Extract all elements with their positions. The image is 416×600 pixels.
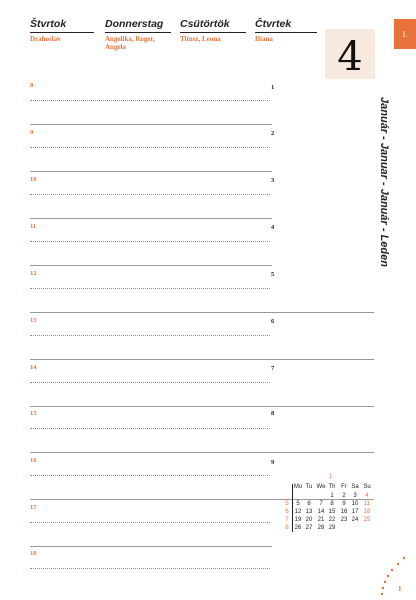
calendar-day[interactable]: 16	[340, 509, 348, 515]
calendar-day[interactable]: 14	[317, 509, 325, 515]
hour-dotted-line	[30, 100, 270, 101]
hour-label: 17	[30, 504, 37, 511]
calendar-day[interactable]: 7	[319, 501, 323, 507]
nameday-hu: Titusz, Leona	[180, 35, 221, 43]
task-number: 1	[271, 84, 275, 91]
hour-label: 15	[30, 410, 37, 417]
task-number: 7	[271, 365, 275, 372]
calendar-day[interactable]: 23	[340, 517, 348, 523]
hour-divider	[30, 359, 374, 360]
task-number: 4	[271, 224, 275, 231]
day-underline	[255, 32, 317, 33]
nameday-sk: Drahoslav	[30, 35, 61, 43]
mini-calendar-weekdays	[283, 484, 375, 492]
task-number: 3	[271, 177, 275, 184]
hour-label: 8	[30, 82, 34, 89]
calendar-day[interactable]: 28	[317, 525, 325, 531]
month-tab[interactable]: I.	[394, 19, 416, 49]
calendar-day[interactable]: 10	[351, 501, 359, 507]
hour-dotted-line	[30, 522, 270, 523]
calendar-day[interactable]: 6	[307, 501, 311, 507]
hour-label: 11	[30, 223, 37, 230]
hour-divider	[30, 171, 272, 172]
hour-divider	[30, 218, 272, 219]
task-number: 8	[271, 410, 275, 417]
nameday-de: Angelika, Roger, Angela	[105, 35, 155, 51]
day-name-sk: Štvrtok	[30, 18, 67, 30]
task-number: 9	[271, 459, 275, 466]
weekday-label: Fr	[341, 484, 347, 490]
hour-dotted-line	[30, 568, 270, 569]
hour-divider	[30, 265, 272, 266]
hour-dotted-line	[30, 288, 270, 289]
week-number: 8	[285, 525, 289, 531]
calendar-day[interactable]: 13	[305, 509, 313, 515]
hour-label: 13	[30, 317, 37, 324]
hour-label: 10	[30, 176, 37, 183]
hour-label: 16	[30, 457, 37, 464]
day-name-cz: Čtvrtek	[255, 18, 292, 30]
calendar-day[interactable]: 9	[342, 501, 346, 507]
date-box	[325, 29, 375, 79]
corner-dots-decoration	[378, 556, 416, 600]
mini-calendar-week	[283, 509, 375, 517]
calendar-day[interactable]: 21	[317, 517, 325, 523]
calendar-day[interactable]: 24	[351, 517, 359, 523]
mini-calendar-month: 1	[329, 474, 333, 480]
weekday-label: Sa	[351, 484, 359, 490]
hour-label: 12	[30, 270, 37, 277]
calendar-day[interactable]: 15	[328, 509, 336, 515]
hour-dotted-line	[30, 428, 270, 429]
mini-calendar-week	[283, 525, 375, 533]
day-name-de: Donnerstag	[105, 18, 164, 30]
task-number: 2	[271, 130, 275, 137]
calendar-day[interactable]: 17	[351, 509, 359, 515]
weekday-label: Tu	[305, 484, 313, 490]
hour-divider	[30, 406, 374, 407]
task-number: 6	[271, 318, 275, 325]
hour-label: 14	[30, 364, 37, 371]
day-name-hu: Csütörtök	[180, 18, 230, 30]
calendar-day[interactable]: 2	[342, 493, 346, 499]
calendar-day[interactable]: 1	[330, 493, 334, 499]
calendar-day[interactable]: 11	[363, 501, 371, 507]
mini-calendar-week	[283, 493, 375, 501]
hour-divider	[30, 546, 272, 547]
weekday-label: We	[316, 484, 326, 490]
calendar-day[interactable]: 25	[363, 517, 371, 523]
task-number: 5	[271, 271, 275, 278]
weekday-label: Th	[328, 484, 336, 490]
weekday-label: Mo	[293, 484, 303, 490]
month-strip-label: Január - Januar - Január - Leden	[378, 97, 390, 267]
mini-calendar-week	[283, 501, 375, 509]
calendar-day[interactable]: 4	[365, 493, 369, 499]
week-number: 6	[285, 509, 289, 515]
weekday-label: Su	[363, 484, 371, 490]
calendar-day[interactable]: 22	[328, 517, 336, 523]
hour-label: 18	[30, 550, 37, 557]
day-underline	[180, 32, 246, 33]
hour-dotted-line	[30, 147, 270, 148]
calendar-day[interactable]: 18	[363, 509, 371, 515]
calendar-day[interactable]: 26	[294, 525, 302, 531]
calendar-day[interactable]: 20	[305, 517, 313, 523]
calendar-day[interactable]: 19	[294, 517, 302, 523]
calendar-day[interactable]: 27	[305, 525, 313, 531]
calendar-day[interactable]: 5	[296, 501, 300, 507]
month-strip	[374, 82, 394, 282]
hour-divider	[30, 312, 374, 313]
calendar-day[interactable]: 29	[328, 525, 336, 531]
calendar-day[interactable]: 3	[353, 493, 357, 499]
hour-divider	[30, 124, 272, 125]
day-underline	[105, 32, 171, 33]
hour-dotted-line	[30, 241, 270, 242]
hour-dotted-line	[30, 335, 270, 336]
hour-dotted-line	[30, 194, 270, 195]
hour-dotted-line	[30, 382, 270, 383]
mini-calendar-week	[283, 517, 375, 525]
day-underline	[30, 32, 94, 33]
calendar-day[interactable]: 8	[330, 501, 334, 507]
hour-divider	[30, 452, 374, 453]
week-number: 7	[285, 517, 289, 523]
date-number: 4	[337, 34, 363, 79]
nameday-cz: Diana	[255, 35, 273, 43]
calendar-day[interactable]: 12	[294, 509, 302, 515]
hour-dotted-line	[30, 475, 270, 476]
hour-label: 9	[30, 129, 34, 136]
page-number: 1	[398, 585, 402, 593]
week-number: 5	[285, 501, 289, 507]
